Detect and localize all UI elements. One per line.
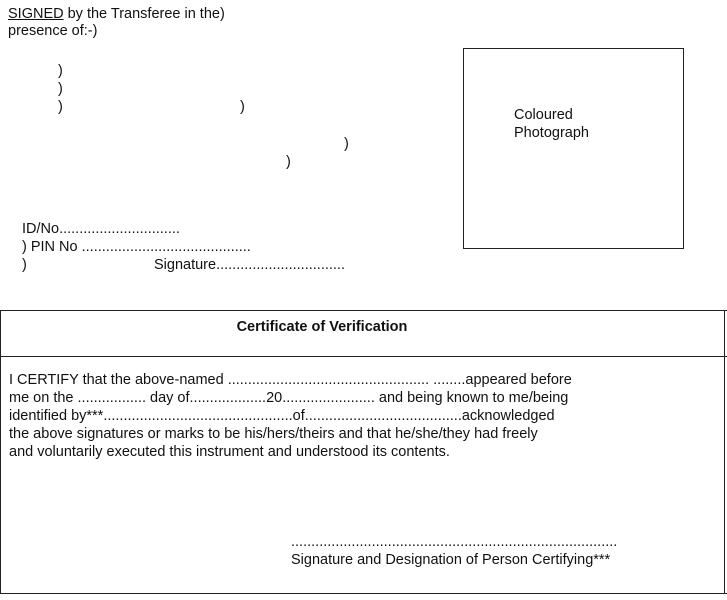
table-bottom-border [0,593,727,594]
paren-mark: ) [22,257,27,273]
certification-line: I CERTIFY that the above-named .................................................. ........appeared before [9,372,572,388]
signed-by-line [8,5,225,23]
table-right-border [724,310,725,594]
photograph-label-line1: Coloured [514,107,573,123]
photograph-box [463,48,684,249]
certification-line: me on the ................. day of...................20....................... and being known to me/being [9,390,569,406]
paren-mark: ) [58,99,63,115]
certification-paragraph [9,371,629,461]
paren-mark: ) [344,136,349,152]
paren-mark: ) [58,81,63,97]
photograph-label [514,106,589,142]
paren-mark: ) [240,99,245,115]
photograph-label-line2: Photograph [514,125,589,141]
certification-line: and voluntarily executed this instrument and understood its contents. [9,444,450,460]
signature-line: Signature................................ [154,257,345,273]
paren-mark: ) [58,63,63,79]
certification-line: the above signatures or marks to be his/hers/theirs and that he/she/they had freely [9,426,538,442]
certification-line: identified by***...............................................of.......................................acknowledged [9,408,555,424]
presence-of-line: presence of:-) [8,23,98,39]
signed-by-rest: by the Transferee in the) [63,6,225,22]
paren-mark: ) [286,154,291,170]
table-left-border [0,310,1,594]
pin-number-line: ) PIN No .......................................... [22,239,251,255]
table-top-border [0,310,727,311]
certifier-signature-dots: ................................................................................. [291,534,618,550]
id-number-line: ID/No.............................. [22,221,180,237]
table-header-divider [0,356,727,357]
verification-heading: Certificate of Verification [236,319,408,335]
certifier-label: Signature and Designation of Person Certifying*** [291,552,611,568]
signed-word: SIGNED [8,6,64,22]
